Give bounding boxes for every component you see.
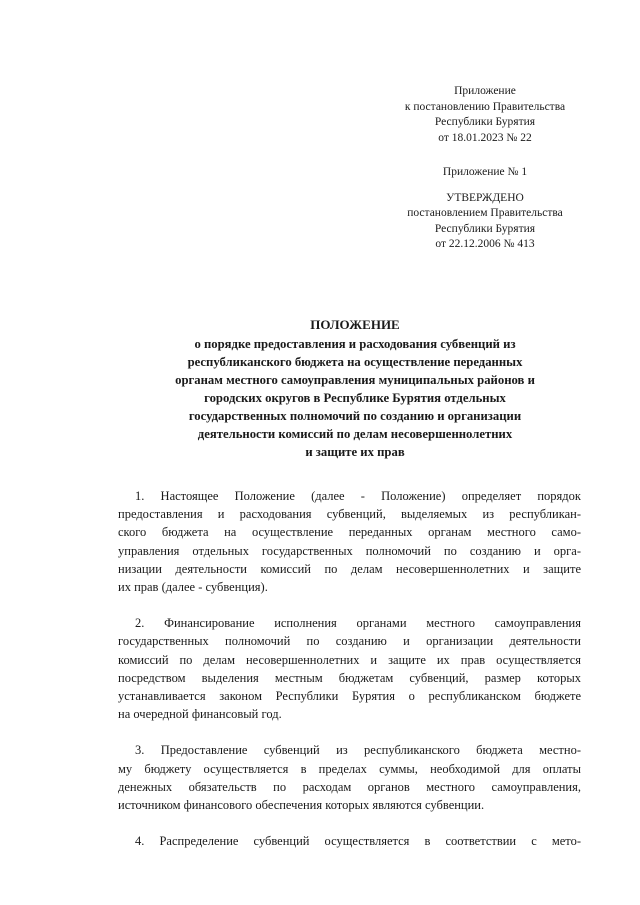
appendix-line: Приложение xyxy=(454,85,516,97)
paragraph-line: 1. Настоящее Положение (далее - Положение) определяет порядок xyxy=(135,489,581,503)
document-title xyxy=(120,316,590,461)
appendix-line: от 18.01.2023 № 22 xyxy=(438,131,532,144)
paragraph-1 xyxy=(118,487,581,596)
paragraph-line: источником финансового обеспечения которых являются субвенции. xyxy=(118,798,485,813)
paragraph-line: денежных обязательств по расходам органов местного самоуправления, xyxy=(118,779,581,794)
title-line: и защите их прав xyxy=(305,445,405,459)
paragraph-line: 3. Предоставление субвенций из республиканского бюджета местно- xyxy=(135,743,581,758)
title-line: о порядке предоставления и расходования субвенций из xyxy=(194,337,516,351)
paragraph-line: комиссий по делам несовершеннолетних и защите их прав осуществляется xyxy=(118,652,581,667)
paragraph-2 xyxy=(118,614,581,723)
document-body xyxy=(118,487,581,868)
paragraph-4 xyxy=(118,832,581,850)
paragraph-line: предоставления и расходования субвенций, выделяемых из республикан- xyxy=(118,507,581,522)
paragraph-line: управления отдельных государственных полномочий по созданию и орга- xyxy=(118,543,581,558)
appendix-block xyxy=(390,84,580,146)
paragraph-line: ского бюджета на осуществление переданных органам местного само- xyxy=(118,525,581,540)
paragraph-line: посредством выделения местным бюджетам субвенций, размер которых xyxy=(118,670,581,685)
appendix-line: к постановлению Правительства xyxy=(404,100,566,113)
paragraph-line: их прав (далее - субвенция). xyxy=(118,580,268,595)
title-line: органам местного самоуправления муниципальных районов и xyxy=(175,373,535,387)
paragraph-line: 4. Распределение субвенций осуществляется в соответствии с мето- xyxy=(135,834,581,849)
paragraph-3 xyxy=(118,741,581,814)
approval-stamp-block xyxy=(390,165,580,253)
paragraph-line: му бюджету осуществляется в пределах суммы, необходимой для оплаты xyxy=(118,761,581,776)
title-heading: ПОЛОЖЕНИЕ xyxy=(310,317,400,332)
appendix-number: Приложение № 1 xyxy=(442,166,528,178)
approval-line: от 22.12.2006 № 413 xyxy=(435,238,535,250)
approval-line: постановлением Правительства xyxy=(407,207,563,219)
title-line: республиканского бюджета на осуществление переданных xyxy=(187,355,523,369)
title-line: городских округов в Республике Бурятия отдельных xyxy=(204,391,506,405)
title-line: деятельности комиссий по делам несовершеннолетних xyxy=(197,427,513,441)
paragraph-line: на очередной финансовый год. xyxy=(118,707,282,722)
approval-line: Республики Бурятия xyxy=(434,222,536,235)
paragraph-line: устанавливается законом Республики Бурятия о республиканском бюджете xyxy=(118,689,581,704)
title-line: государственных полномочий по созданию и организации xyxy=(188,409,522,423)
paragraph-line: низации деятельности комиссий по делам несовершеннолетних и защите xyxy=(118,561,581,576)
paragraph-line: государственных полномочий по созданию и организации деятельности xyxy=(118,634,581,649)
appendix-line: Республики Бурятия xyxy=(434,116,536,128)
paragraph-line: 2. Финансирование исполнения органами местного самоуправления xyxy=(135,616,581,631)
approval-line: УТВЕРЖДЕНО xyxy=(446,191,524,204)
